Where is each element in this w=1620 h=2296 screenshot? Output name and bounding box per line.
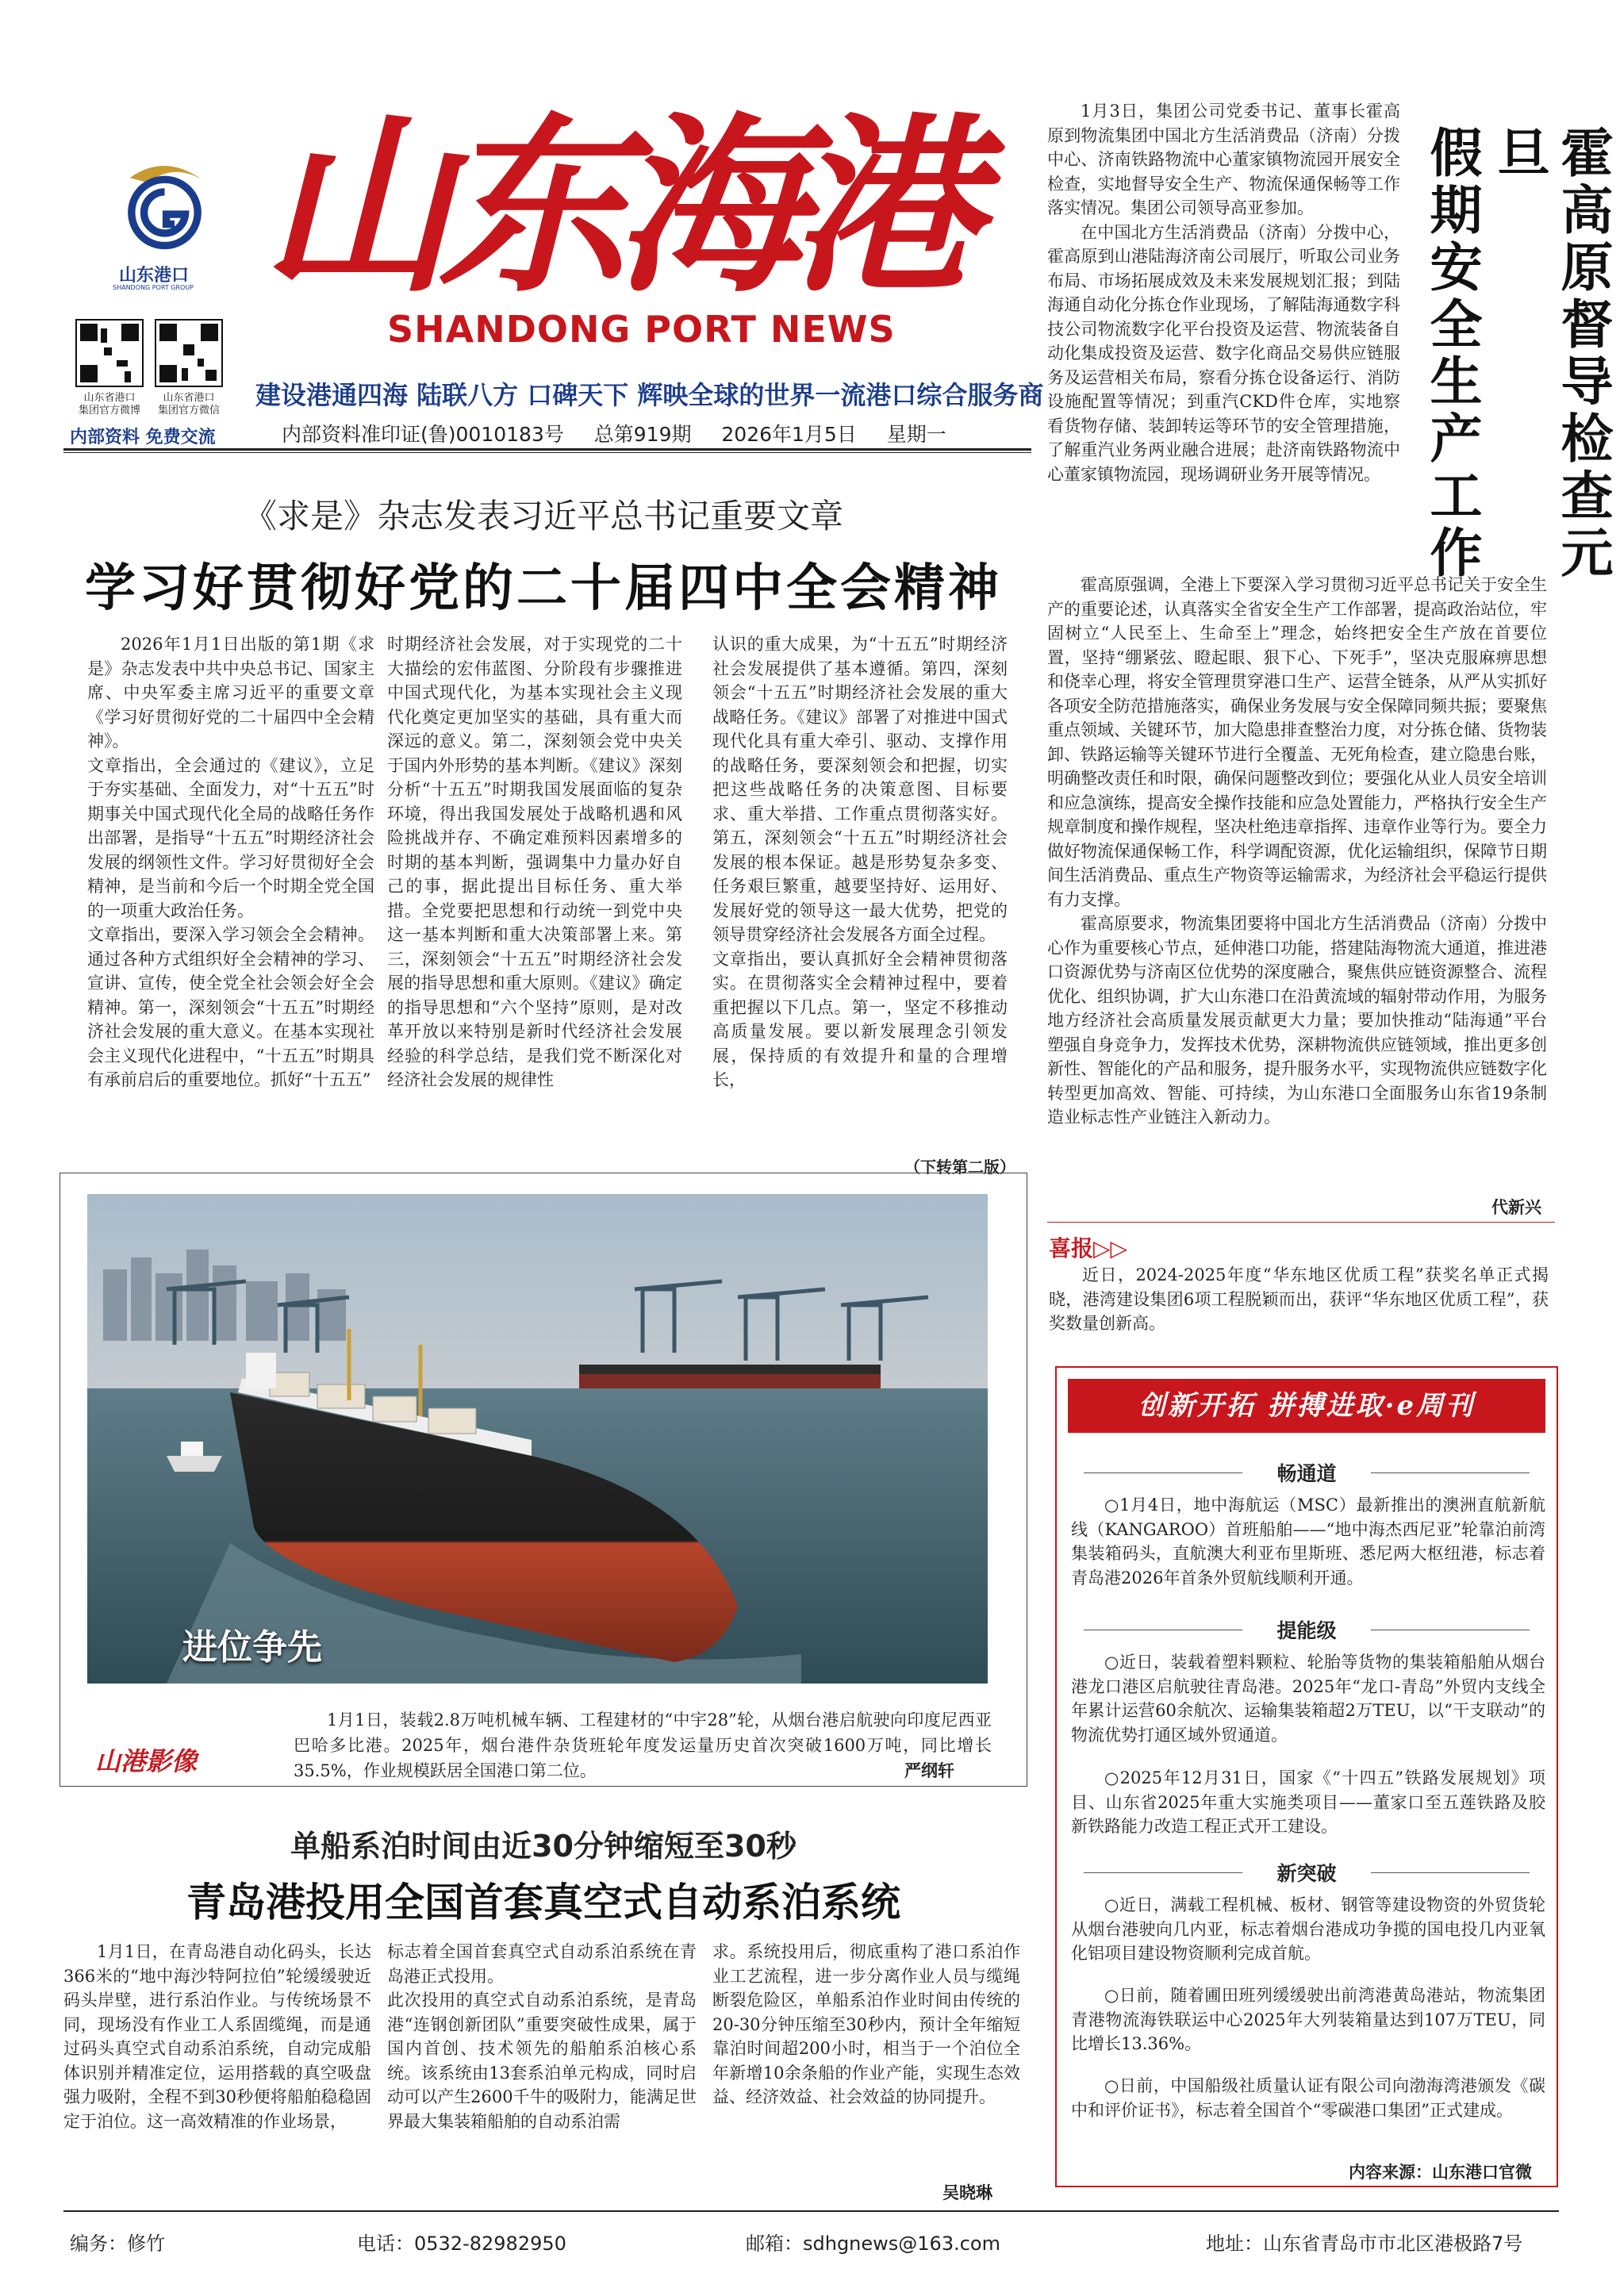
lead-subtitle: 《求是》杂志发表习近平总书记重要文章 [243, 497, 843, 536]
newspaper-title-en: SHANDONG PORT NEWS [387, 308, 896, 351]
weekly-source: 内容来源：山东港口官微 [1349, 2163, 1532, 2182]
footer-phone: 电话：0532-82982950 [357, 2233, 566, 2255]
lead-col-1: 2026年1月1日出版的第1期《求是》杂志发表中共中央总书记、国家主席、中央军委主席习近平的重要文章《学习好贯彻好党的二十届四中全会精神》。 文章指出，全会通过的《建议》，立足于夯实基础、全面发力，对“十五五”时期事关中国式现代化全局的战略任务作出部署，是指导“十五五”时期经济社会发展的纲领性文件。学习好贯彻好全会精神，是当前和今后一个时期全党全国的一项重大政治任务。 文章指出，要深入学习领会全会精神。通过各种方式组织好全会精神的学习、宣讲、宣传，使全党全社会领会好全会精神。第一，深刻领会“十五五”时期经济社会发展的重大意义。在基本实现社会主义现代化进程中，“十五五”时期具有承前启后的重要地位。抓好“十五五” [87, 635, 374, 1089]
safety-paragraph-1: 1月3日，集团公司党委书记、董事长霍高原到物流集团中国北方生活消费品（济南）分拨中心、济南铁路物流中心董家镇物流园开展安全检查，实地督导安全生产、物流保通保畅等工作落实情况。集团公司领导高亚参加。 [1047, 102, 1400, 217]
footer-rule [63, 2210, 1559, 2212]
photo-brand-logo: 山港影像 [95, 1746, 198, 1776]
weekly-item: ○日前，中国船级社质量认证有限公司向渤海湾港颁发《碳中和评价证书》，标志着全国首个“零碳港口集团”正式建成。 [1071, 2076, 1545, 2120]
permit-number: 内部资料准印证(鲁)0010183号 [282, 423, 564, 446]
safety-article-body [1047, 99, 1400, 571]
qingdao-title: 青岛港投用全国首套真空式自动系泊系统 [186, 1879, 900, 1925]
weekly-item: ○近日，满载工程机械、板材、钢管等建设物资的外贸货轮从烟台港驶向几内亚，标志着烟台港成功争揽的国电投几内亚氧化铝项目建设物资顺利完成首航。 [1071, 1895, 1545, 1963]
good-news-text: 近日，2024-2025年度“华东地区优质工程”获奖名单正式揭晓，港湾建设集团6项工程脱颖而出，获评“华东地区优质工程”，获奖数量创新高。 [1049, 1265, 1549, 1333]
weekly-item: ○近日，装载着塑料颗粒、轮胎等货物的集装箱船舶从烟台港龙口港区启航驶往青岛港。2025年“龙口-青岛”外贸内支线全年累计运营60余航次、运输集装箱超2万TEU，以“干支联动”的物流优势打通区域外贸通道。 [1071, 1653, 1545, 1745]
newspaper-title: 山东海港 [262, 94, 967, 318]
footer-email: 邮箱：sdhgnews@163.com [746, 2233, 1000, 2255]
qingdao-col-2: 标志着全国首套真空式自动系泊系统在青岛港正式投用。 此次投用的真空式自动系泊系统，是青岛港“连钢创新团队”重要突破性成果，属于国内首创、技术领先的船舶系泊核心系统。该系统由13套系泊单元构成，同时启动可以产生2600千牛的吸附力，能满足世界最大集装箱船舶的自动系泊需 [387, 1942, 697, 2131]
safety-paragraph-4: 霍高原要求，物流集团要将中国北方生活消费品（济南）分拨中心作为重要核心节点，延伸港口功能，搭建陆海物流大通道，推进港口资源优势与济南区位优势的深度融合，聚焦供应链资源整合、流程优化、组织协调，扩大山东港口在沿黄流域的辐射带动作用，为服务地方经济社会高质量发展贡献更大力量；要加快推动“陆海通”平台塑强自身竞争力，发挥技术优势，深耕物流供应链领域，推出更多创新性、智能化的产品和服务，提升服务水平，实现物流供应链数字化转型更加高效、智能、可持续，为山东港口全面服务山东省19条制造业标志性产业链注入新动力。 [1047, 914, 1547, 1127]
lead-col-2: 时期经济社会发展，对于实现党的二十大描绘的宏伟蓝图、分阶段有步骤推进中国式现代化，为基本实现社会主义现代化奠定更加坚实的基础，具有重大而深远的意义。第二，深刻领会党中央关于国内外形势的基本判断。《建议》深刻分析“十五五”时期我国发展面临的复杂环境，得出我国发展处于战略机遇和风险挑战并存、不确定难预料因素增多的时期的基本判断，强调集中力量办好自己的事，据此提出目标任务、重大举措。全党要把思想和行动统一到党中央这一基本判断和重大决策部署上来。第三，深刻领会“十五五”时期经济社会发展的指导思想和重大原则。《建议》确定的指导思想和“六个坚持”原则，是对改革开放以来特别是新时代经济社会发展经验的科学总结，是我们党不断深化对经济社会发展的规律性 [387, 635, 682, 1089]
weibo-qr-label: 山东省港口 集团官方微博 [78, 392, 140, 417]
weekly-item: ○2025年12月31日，国家《“十四五”铁路发展规划》项目、山东省2025年重大实施类项目——董家口至五莲铁路及胶新铁路能力改造工程正式开工建设。 [1071, 1768, 1545, 1836]
issue-date: 2026年1月5日 [721, 423, 857, 446]
safety-paragraph-2: 在中国北方生活消费品（济南）分拨中心，霍高原到山港陆海济南公司展厅，听取公司业务布局、市场拓展成效及未来发展规划汇报；到陆海通自动化分拣仓作业现场，了解陆海通数字科技公司物流数字化平台投资及运营、物流装备自动化集成投资及运营、数字化商品交易供应链服务及运营相关布局，察看分拣仓设备运行、消防设施配置等情况；到重汽CKD件仓库，实地察看货物存储、装卸转运等环节的安全管理措施，了解重汽业务两业融合进展；赴济南铁路物流中心董家镇物流园，现场调研业务开展等情况。 [1047, 222, 1400, 484]
lead-col-3: 认识的重大成果，为“十五五”时期经济社会发展提供了基本遵循。第四，深刻领会“十五五”时期经济社会发展的重大战略任务。《建议》部署了对推进中国式现代化具有重大牵引、驱动、支撑作用的战略任务，要深刻领会和把握，切实把这些战略任务的决策意图、目标要求、重大举措、工作重点贯彻落实好。第五，深刻领会“十五五”时期经济社会发展的根本保证。越是形势复杂多变、任务艰巨繁重，越要坚持好、运用好、发展好党的领导这一最大优势，把党的领导贯穿经济社会发展各方面全过程。 文章指出，要认真抓好全会精神贯彻落实。在贯彻落实全会精神过程中，要着重把握以下几点。第一，坚定不移推动高质量发展。要以新发展理念引领发展，保持质的有效提升和量的合理增长， [712, 635, 1008, 1089]
qingdao-subtitle: 单船系泊时间由近30分钟缩短至30秒 [290, 1829, 797, 1864]
good-news-rule [1047, 1222, 1555, 1223]
issue-number: 总第919期 [593, 423, 692, 446]
logo-text: 山东港口 [119, 266, 190, 286]
logo-text-en: SHANDONG PORT GROUP [113, 284, 194, 291]
weekly-item: ○日前，随着圃田班列缓缓驶出前湾港黄岛港站，物流集团青港物流海铁联运中心2025年大列装箱量达到107万TEU，同比增长13.36%。 [1071, 1986, 1545, 2053]
qingdao-col-1: 1月1日，在青岛港自动化码头，长达366米的“地中海沙特阿拉伯”轮缓缓驶近码头岸壁，进行系泊作业。与传统场景不同，现场没有作业工人系固缆绳，而是通过码头真空式自动系泊系统，自动完成船体识别并精准定位，运用搭载的真空吸盘强力吸附，全程不到30秒便将船舶稳稳固定于泊位。这一高效精准的作业场景， [63, 1942, 371, 2131]
photo-caption: 1月1日，装载2.8万吨机械车辆、工程建材的“中宇28”轮，从烟台港启航驶向印度尼西亚巴哈多比港。2025年，烟台港件杂货班轮年度发运量历史首次突破1600万吨，同比增长35.5%，作业规模跃居全国港口第二位。 [294, 1710, 992, 1780]
photo-photographer: 严纲轩 [904, 1760, 954, 1780]
masthead-rule-top [63, 448, 1031, 451]
footer-editor: 编务：修竹 [70, 2233, 165, 2255]
footer-address: 地址：山东省青岛市市北区港极路7号 [1206, 2233, 1523, 2255]
weekly-item: ○1月4日，地中海航运（MSC）最新推出的澳洲直航新航线（KANGAROO）首班船舶——“地中海杰西尼亚”轮靠泊前湾集装箱码头，直航澳大利亚布里斯班、悉尼两大枢纽港，标志着青岛港2026年首条外贸航线顺利开通。 [1071, 1495, 1545, 1588]
weibo-qr-code [75, 319, 144, 387]
safety-paragraph-3: 霍高原强调，全港上下要深入学习贯彻习近平总书记关于安全生产的重要论述，认真落实全省安全生产工作部署，提高政治站位，牢固树立“人民至上、生命至上”理念，始终把安全生产放在首要位置，坚持“绷紧弦、瞪起眼、狠下心、下死手”，坚决克服麻痹思想和侥幸心理，将安全管理贯穿港口生产、运营全链条，从严从实抓好各项安全防范措施落实，确保业务发展与安全保障同频共振；要聚焦重点领域、关键环节，加大隐患排查整治力度，对分拣仓储、货物装卸、铁路运输等关键环节进行全覆盖、无死角检查，建立隐患台账，明确整改责任和时限，确保问题整改到位；要强化从业人员安全培训和应急演练，提高安全操作技能和应急处置能力，严格执行安全生产规章制度和操作规程，坚决杜绝违章指挥、违章作业等行为。要全力做好物流保通保畅工作，科学调配资源，优化运输组织，保障节日期间生活消费品、重点生产物资等运输需求，为经济社会平稳运行提供有力支撑。 [1047, 575, 1547, 909]
lead-continue: （下转第二版） [904, 1158, 1015, 1177]
weekly-banner: 创新开拓 拼搏进取·e周刊 [1068, 1379, 1545, 1433]
qingdao-col-3: 求。系统投用后，彻底重构了港口系泊作业工艺流程，进一步分离作业人员与缆绳断裂危险区，单船系泊作业时间由传统的20-30分钟压缩至30秒内，预计全年缩短靠泊时间超200小时，相当于一个泊位全年新增10余条船的作业产能，实现生态效益、经济效益、社会效益的协同提升。 [712, 1942, 1020, 2106]
safety-article-title-col1: 霍高原督导检查元旦 [1488, 125, 1614, 582]
wechat-qr-code [155, 319, 223, 387]
weekday: 星期一 [886, 423, 946, 446]
safety-article-body-wide [1047, 573, 1547, 1192]
weekly-heading-2: 提能级 [1068, 1615, 1545, 1644]
internal-label: 内部资料 免费交流 [70, 428, 216, 447]
good-news-heading: 喜报▷▷ [1049, 1235, 1128, 1261]
safety-article-title-col2: 假期安全生产工作 [1421, 125, 1483, 582]
safety-article-author: 代新兴 [1491, 1197, 1541, 1217]
wechat-qr-label: 山东省港口 集团官方微信 [157, 392, 220, 417]
qingdao-author: 吴晓琳 [942, 2183, 992, 2202]
issue-line [282, 419, 946, 447]
port-group-logo [115, 155, 214, 254]
weekly-heading-1: 畅通道 [1068, 1458, 1545, 1487]
photo-tag: 进位争先 [182, 1627, 322, 1668]
weekly-heading-3: 新突破 [1068, 1858, 1545, 1887]
lead-title: 学习好贯彻好党的二十届四中全会精神 [85, 559, 1002, 618]
masthead-rule-bottom [63, 452, 1031, 453]
port-photo [87, 1194, 988, 1684]
slogan: 建设港通四海 陆联八方 口碑天下 辉映全球的世界一流港口综合服务商 [255, 380, 1044, 410]
